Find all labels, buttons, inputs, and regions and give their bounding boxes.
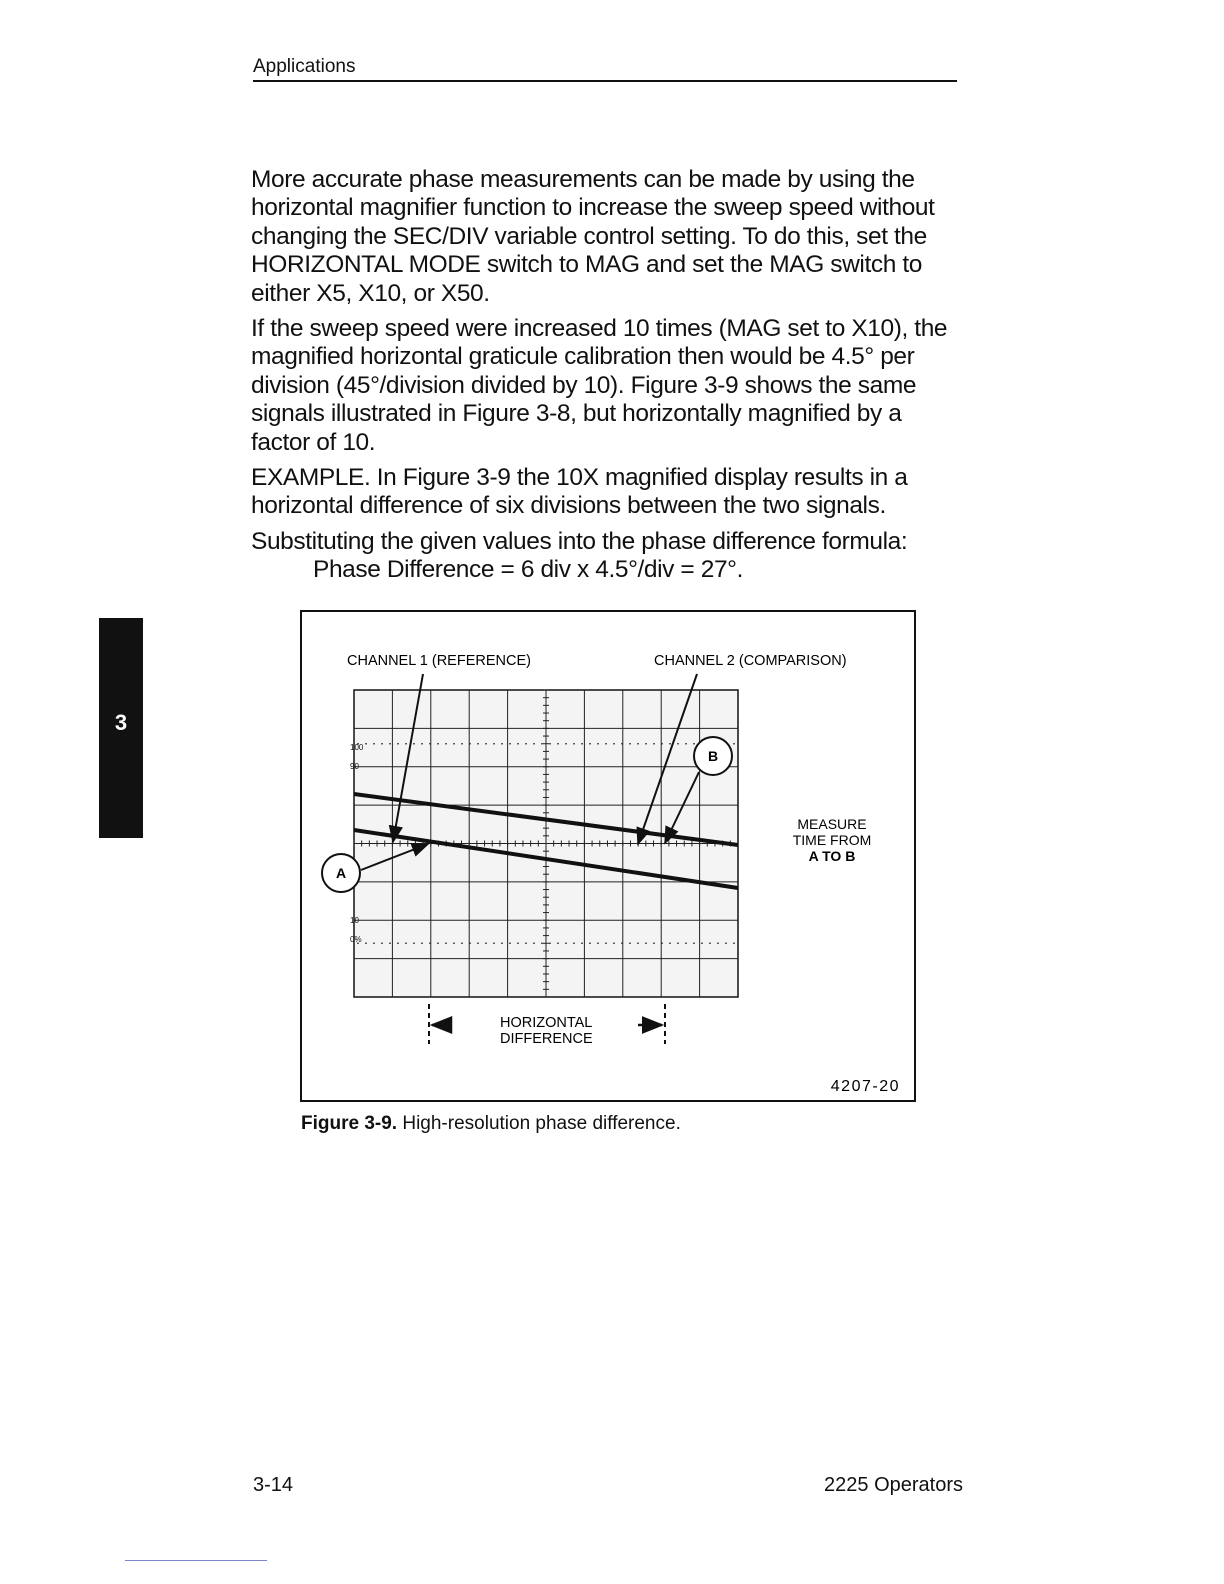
- graticule-dot: [677, 942, 679, 944]
- horizontal-label-1: HORIZONTAL: [500, 1015, 593, 1031]
- graticule-dot: [661, 942, 663, 944]
- graticule-dot: [493, 942, 495, 944]
- graticule-dot: [413, 743, 415, 745]
- graticule-dot: [629, 743, 631, 745]
- oscilloscope-figure: [302, 612, 914, 1100]
- graticule-dot: [581, 942, 583, 944]
- paragraph-1: More accurate phase measurements can be made by using the horizontal magnifier function to increase the sweep speed without changing the SEC/DIV variable control setting. To do this, set the HORIZONTAL MODE switch to MAG and set the MAG switch to either X5, X10, or X50.: [251, 166, 935, 307]
- graticule-dot: [573, 942, 575, 944]
- graticule-dot: [397, 743, 399, 745]
- graticule-dot: [693, 743, 695, 745]
- paragraph-3: [251, 464, 963, 521]
- graticule-dot: [413, 942, 415, 944]
- graticule-dot: [405, 743, 407, 745]
- graticule-dot: [373, 743, 375, 745]
- graticule-dot: [445, 743, 447, 745]
- graticule-dot: [389, 942, 391, 944]
- figure-number: 4207-20: [830, 1078, 900, 1095]
- graticule-dot: [485, 942, 487, 944]
- ref-90-label: 90: [350, 762, 359, 771]
- graticule-dot: [565, 743, 567, 745]
- section-header: Applications: [253, 56, 356, 77]
- graticule-dot: [709, 942, 711, 944]
- graticule-dot: [509, 942, 511, 944]
- graticule-dot: [597, 743, 599, 745]
- horizontal-label-2: DIFFERENCE: [500, 1031, 593, 1047]
- graticule-dot: [597, 942, 599, 944]
- graticule-dot: [517, 743, 519, 745]
- page-number: 3-14: [253, 1474, 294, 1496]
- example-text: In Figure 3-9 the 10X magnified display results in a horizontal difference of six divisions between the two signals.: [251, 464, 908, 520]
- graticule-dot: [365, 942, 367, 944]
- graticule-dot: [653, 942, 655, 944]
- ref-0-label: 0%: [350, 935, 362, 944]
- graticule-dot: [637, 942, 639, 944]
- graticule-dot: [717, 942, 719, 944]
- graticule-dot: [733, 743, 735, 745]
- graticule-dot: [549, 942, 551, 944]
- graticule-dot: [525, 942, 527, 944]
- channel2-label: CHANNEL 2 (COMPARISON): [654, 653, 847, 669]
- graticule-dot: [421, 942, 423, 944]
- paragraph-4: Substituting the given values into the phase difference formula:: [251, 527, 908, 555]
- graticule-dot: [693, 942, 695, 944]
- graticule-dot: [645, 743, 647, 745]
- graticule-dot: [557, 743, 559, 745]
- graticule-dot: [501, 743, 503, 745]
- graticule-dot: [373, 942, 375, 944]
- graticule-dot: [629, 942, 631, 944]
- measure-line-1: MEASURE: [797, 816, 867, 832]
- graticule-dot: [405, 942, 407, 944]
- graticule-dot: [461, 942, 463, 944]
- graticule-dot: [541, 942, 543, 944]
- graticule-dot: [517, 942, 519, 944]
- manual-title: 2225 Operators: [824, 1474, 963, 1496]
- graticule-dot: [613, 942, 615, 944]
- graticule-dot: [685, 743, 687, 745]
- ref-10-label: 10: [350, 916, 359, 925]
- caption-text: High-resolution phase difference.: [397, 1113, 681, 1134]
- marker-a-label: A: [335, 865, 347, 881]
- graticule-dot: [589, 743, 591, 745]
- graticule-dot: [653, 743, 655, 745]
- graticule-dot: [621, 743, 623, 745]
- graticule-dot: [397, 942, 399, 944]
- graticule-dot: [533, 942, 535, 944]
- graticule-dot: [677, 743, 679, 745]
- measure-line-2: TIME FROM: [792, 832, 872, 848]
- graticule-dot: [725, 942, 727, 944]
- graticule-dot: [381, 743, 383, 745]
- graticule-dot: [477, 743, 479, 745]
- graticule-dot: [581, 743, 583, 745]
- graticule-dot: [421, 743, 423, 745]
- graticule-dot: [469, 743, 471, 745]
- chapter-tab: [99, 618, 143, 838]
- graticule-dot: [429, 942, 431, 944]
- body-text: [251, 166, 963, 592]
- graticule-dot: [549, 743, 551, 745]
- graticule-dot: [669, 942, 671, 944]
- graticule-dot: [685, 942, 687, 944]
- example-label: EXAMPLE.: [251, 464, 371, 492]
- measure-line-3: A TO B: [808, 848, 856, 864]
- formula: Phase Difference = 6 div x 4.5°/div = 27°.: [313, 556, 743, 584]
- graticule-dot: [453, 942, 455, 944]
- graticule-dot: [509, 743, 511, 745]
- graticule-dot: [381, 942, 383, 944]
- graticule-dot: [437, 743, 439, 745]
- graticule-dot: [661, 743, 663, 745]
- figure-caption: [301, 1113, 681, 1135]
- graticule-dot: [645, 942, 647, 944]
- graticule-dot: [701, 942, 703, 944]
- graticule-dot: [389, 743, 391, 745]
- chapter-number: 3: [114, 710, 128, 735]
- graticule-dot: [605, 942, 607, 944]
- graticule-dot: [613, 743, 615, 745]
- graticule-dot: [469, 942, 471, 944]
- scan-artifact-line: [125, 1560, 267, 1561]
- graticule-dot: [541, 743, 543, 745]
- channel1-label: CHANNEL 1 (REFERENCE): [347, 653, 531, 669]
- graticule-dot: [445, 942, 447, 944]
- graticule-dot: [461, 743, 463, 745]
- graticule-dot: [453, 743, 455, 745]
- ref-100-label: 100: [350, 743, 364, 752]
- graticule-dot: [365, 743, 367, 745]
- graticule-dot: [533, 743, 535, 745]
- figure-box: [300, 610, 916, 1102]
- graticule-dot: [437, 942, 439, 944]
- graticule-dot: [565, 942, 567, 944]
- graticule-dot: [525, 743, 527, 745]
- paragraph-2: If the sweep speed were increased 10 times (MAG set to X10), the magnified horizontal graticule calibration then would be 4.5° per division (45°/division divided by 10). Figure 3-9 shows the same signals illustrated in Figure 3-8, but horizontally magnified by a factor of 10.: [251, 315, 948, 456]
- header-rule: [253, 80, 957, 82]
- graticule-dot: [493, 743, 495, 745]
- graticule-dot: [557, 942, 559, 944]
- graticule-dot: [669, 743, 671, 745]
- graticule-dot: [485, 743, 487, 745]
- graticule-dot: [501, 942, 503, 944]
- graticule-dot: [637, 743, 639, 745]
- caption-label: Figure 3-9.: [301, 1113, 398, 1134]
- graticule-dot: [573, 743, 575, 745]
- graticule-dot: [605, 743, 607, 745]
- graticule-dot: [477, 942, 479, 944]
- graticule-dot: [621, 942, 623, 944]
- graticule-dot: [589, 942, 591, 944]
- graticule-dot: [733, 942, 735, 944]
- marker-b-label: B: [707, 748, 719, 764]
- graticule-dot: [429, 743, 431, 745]
